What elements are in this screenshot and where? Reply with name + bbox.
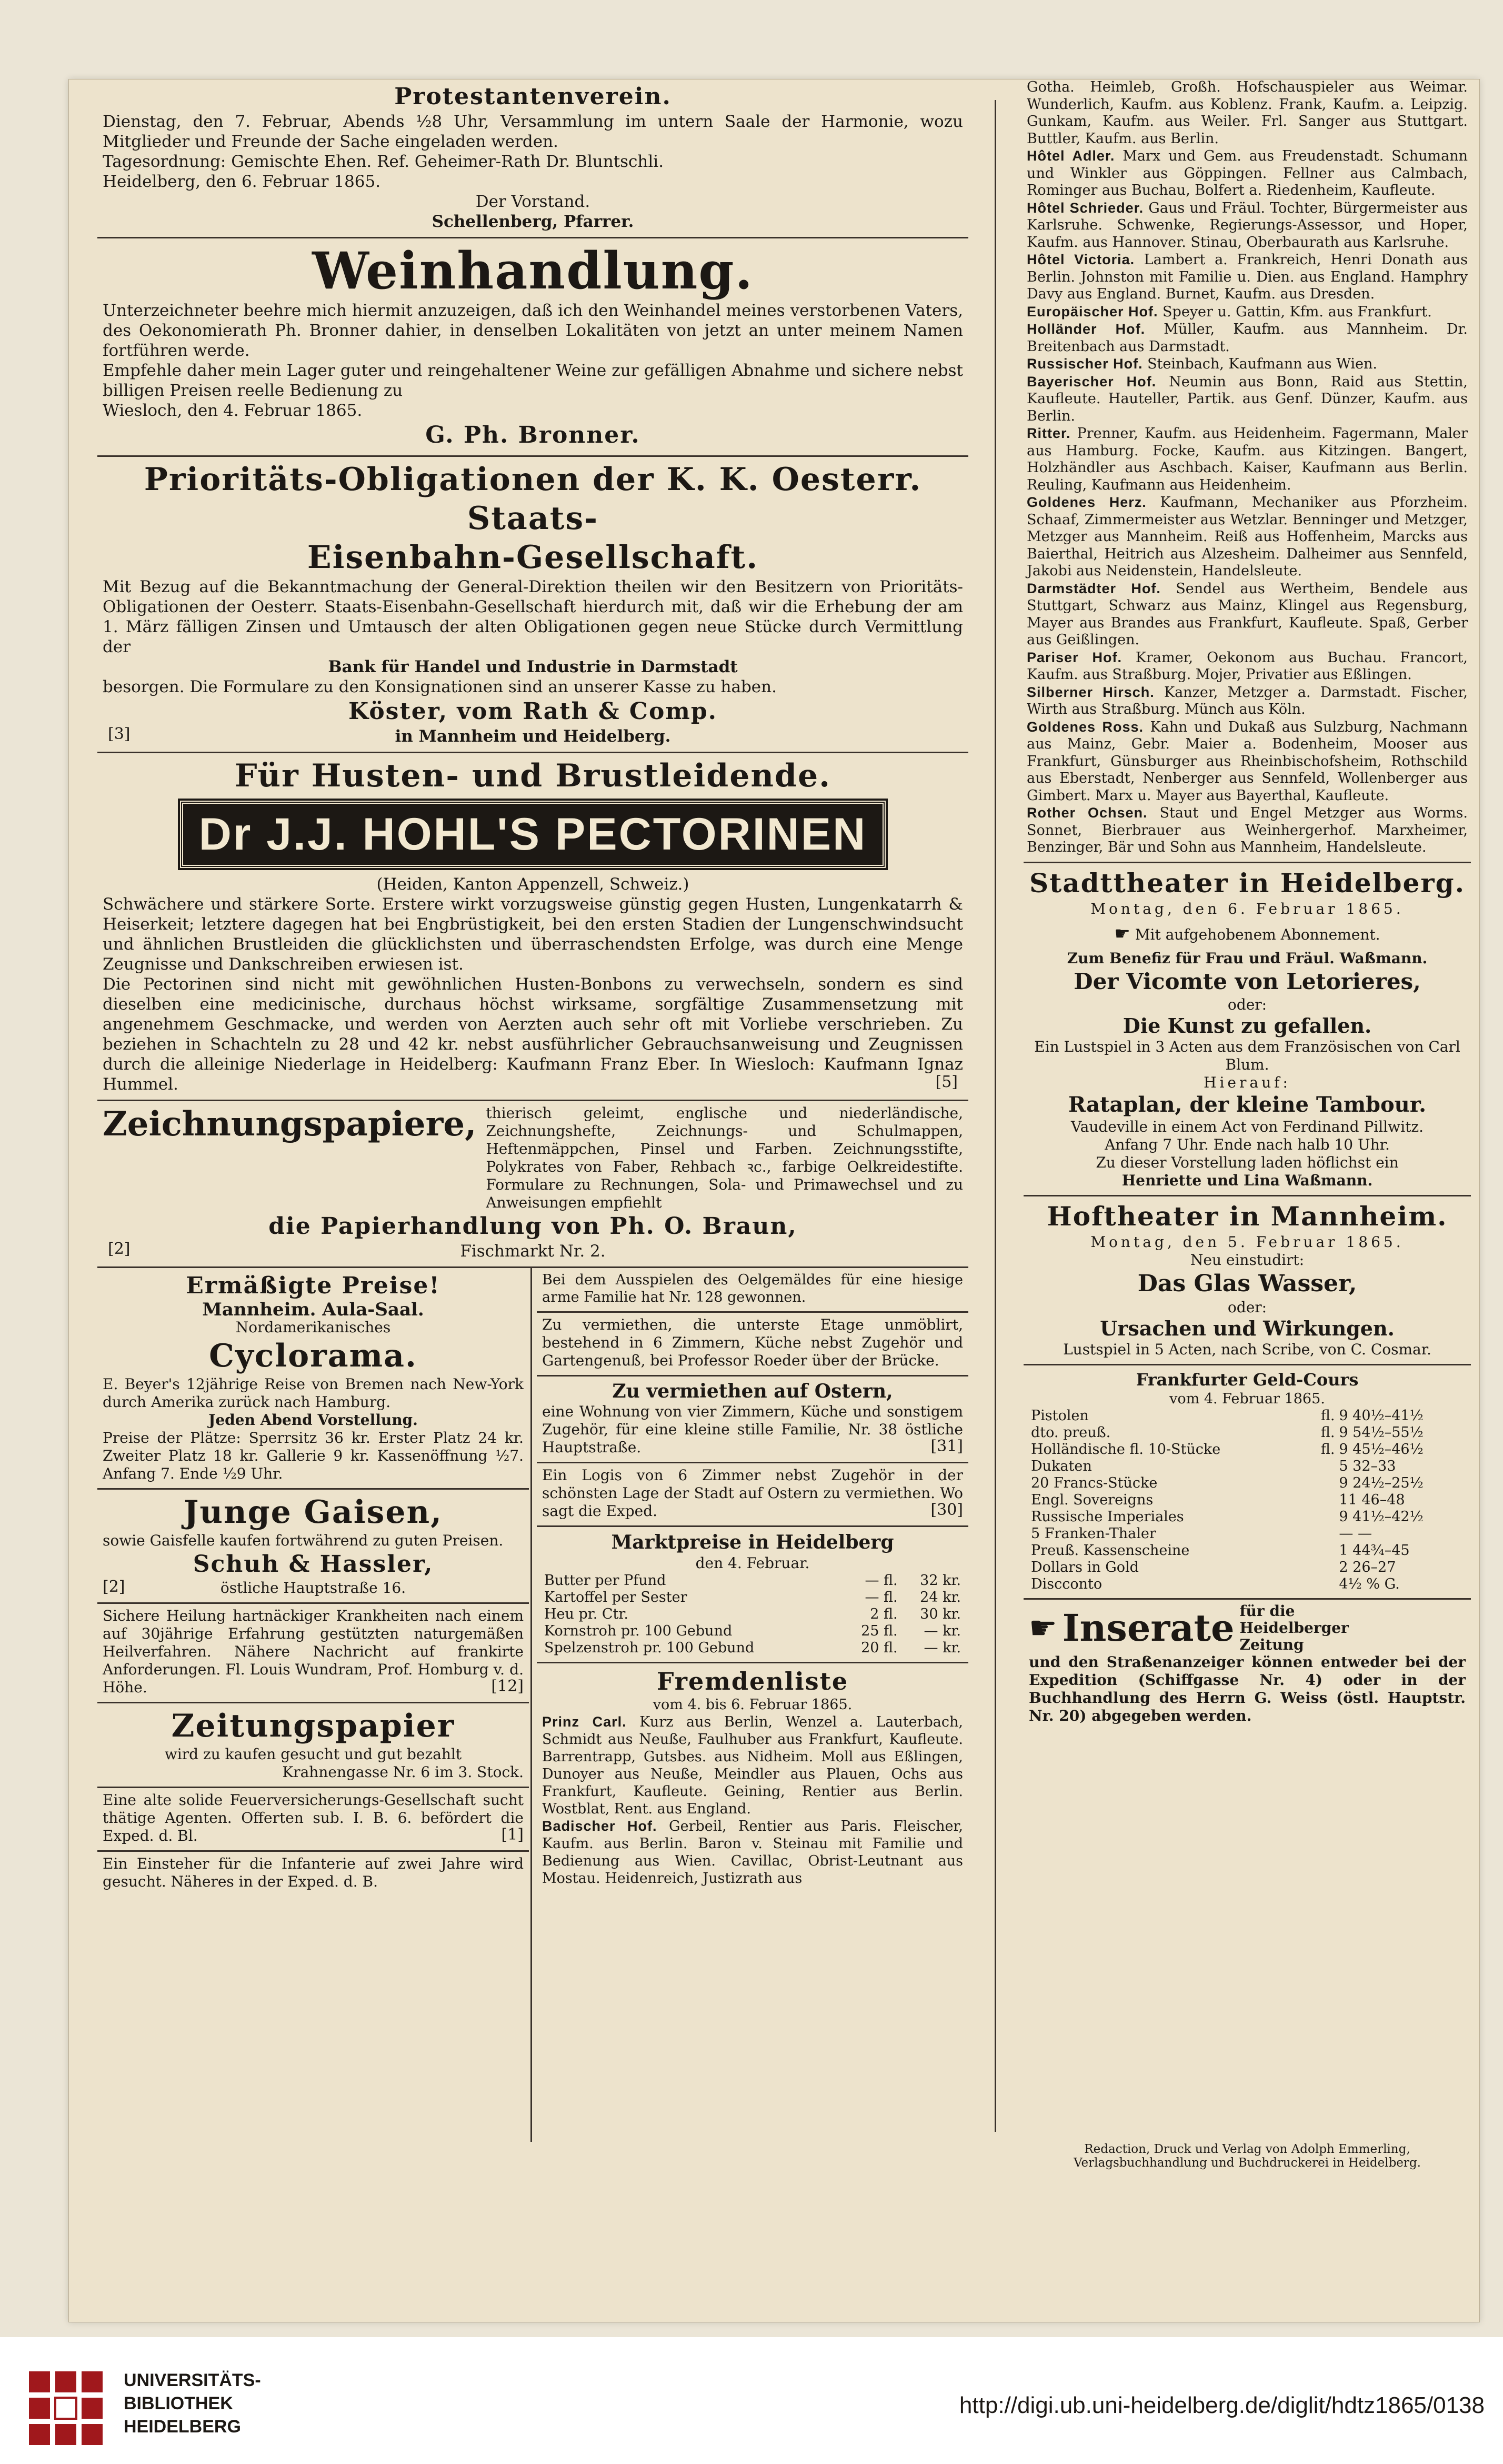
ad-address: Krahnengasse Nr. 6 im 3. Stock. bbox=[282, 1763, 524, 1781]
hotel-name: Darmstädter Hof. bbox=[1027, 580, 1176, 596]
guest-entry bbox=[1027, 494, 1468, 580]
play-title: Der Vicomte von Letorieres, bbox=[1074, 968, 1421, 994]
market-row bbox=[542, 1606, 963, 1623]
exchange-table bbox=[1029, 1408, 1466, 1593]
ad-body: Sichere Heilung hartnäckiger Krankheiten nach einem auf 30jährige Erfahrung gestützten naturgemäßen Heilverfahren. Nähere Nachricht auf frankirte Anforderungen. Fl. Louis Wundram, Prof. Homburg v. d. Höhe. bbox=[103, 1607, 524, 1696]
guest-entry bbox=[1027, 147, 1468, 199]
exchange-row bbox=[1029, 1441, 1466, 1458]
hotel-name: Badischer Hof. bbox=[542, 1818, 657, 1834]
exchange-value: 4½ % G. bbox=[1339, 1575, 1400, 1592]
exchange-row bbox=[1029, 1576, 1466, 1593]
guest-entry bbox=[1027, 719, 1468, 805]
play-info: Vaudeville in einem Act von Ferdinand Pillwitz. bbox=[1070, 1118, 1424, 1135]
theater-title: Hoftheater in Mannheim. bbox=[1047, 1200, 1448, 1232]
exchange-name: Preuß. Kassenscheine bbox=[1031, 1542, 1190, 1559]
ad-title: Eisenbahn-Gesellschaft. bbox=[307, 539, 759, 576]
ad-firm: Köster, vom Rath & Comp. bbox=[348, 698, 717, 725]
lower-left-column bbox=[97, 1268, 529, 1896]
theater-heidelberg bbox=[1024, 863, 1471, 1196]
ad-zeichnungspapiere bbox=[97, 1101, 968, 1268]
ad-name: Cyclorama. bbox=[209, 1338, 417, 1374]
hotel-name: Holländer Hof. bbox=[1027, 321, 1164, 337]
exchange-name: Engl. Sovereigns bbox=[1031, 1491, 1154, 1508]
theater-benefit: Zum Benefiz für Frau und Fräul. Waßmann. bbox=[1067, 949, 1428, 967]
right-column bbox=[1024, 79, 1471, 1730]
market-fl: 20 fl. bbox=[861, 1640, 898, 1656]
play-title: Rataplan, der kleine Tambour. bbox=[1068, 1092, 1427, 1117]
guest-text: Kramer, Oekonom aus Buchau. Francort, Kaufm. aus Straßburg. Mojer, Privatier aus Eßlingen. bbox=[1027, 649, 1468, 683]
ad-weinhandlung bbox=[97, 238, 968, 457]
ad-protestantenverein bbox=[97, 79, 968, 238]
ad-firm: Schuh & Hassler, bbox=[193, 1551, 434, 1578]
ad-place: Mannheim. Aula-Saal. bbox=[202, 1299, 424, 1320]
ad-insurance bbox=[97, 1788, 529, 1852]
ad-firm: die Papierhandlung von Ph. O. Braun, bbox=[268, 1213, 797, 1240]
play-info: Ein Lustspiel in 3 Acten aus dem Französischen von Carl Blum. bbox=[1034, 1038, 1460, 1073]
ad-pectorinen bbox=[97, 753, 968, 1101]
guest-text: Kaufmann, Mechaniker aus Pforzheim. Schaaf, Zimmermeister aus Wetzlar. Benninger und Metzger, Metzger aus Mannheim. Reiß aus Hoffenheim, Marcks aus Baierthal, Heitrich aus Alzesheim. Dalheimer aus Sennfeld, Jakobi aus Neidenstein, Handelsleute. bbox=[1027, 494, 1468, 579]
exchange-value: 9 24½–25½ bbox=[1339, 1474, 1424, 1491]
ad-lottery bbox=[537, 1268, 968, 1313]
ad-title: Junge Gaisen, bbox=[183, 1494, 443, 1531]
exchange-unit bbox=[1310, 1576, 1337, 1593]
ad-number: [1] bbox=[501, 1825, 524, 1844]
play-sign: Henriette und Lina Waßmann. bbox=[1121, 1171, 1373, 1189]
market-item: Spelzenstroh pr. 100 Gebund bbox=[544, 1640, 755, 1656]
guest-text: Kanzer, Metzger a. Darmstadt. Fischer, Wirth aus Straßburg. Münch aus Köln. bbox=[1027, 684, 1468, 717]
ad-body: Mit Bezug auf die Bekanntmachung der General-Direktion theilen wir den Besitzern von Prioritäts-Obligationen der Oesterr. Staats-Eisenbahn-Gesellschaft hierdurch mit, daß wir die Erhebung der am 1. März fälligen Zinsen und Umtausch der alten Obligationen gegen neue Stücke durch Vermittlung der bbox=[103, 577, 963, 656]
play-invite: Zu dieser Vorstellung laden höflichst ein bbox=[1096, 1153, 1399, 1171]
theater-date: Montag, den 6. Februar 1865. bbox=[1090, 900, 1404, 917]
ad-body: Dienstag, den 7. Februar, Abends ½8 Uhr, Versammlung im untern Saale der Harmonie, wozu Mitglieder und Freunde der Sache eingeladen werden. bbox=[103, 112, 963, 151]
ad-body: Unterzeichneter beehre mich hiermit anzuzeigen, daß ich den Weinhandel meines verstorbenen Vaters, des Oekonomierath Ph. Bronner dahier, in denselben Lokalitäten von jetzt an unter meinem Namen fortführen werde. bbox=[103, 301, 963, 360]
hotel-name: Silberner Hirsch. bbox=[1027, 684, 1164, 700]
ad-body: und den Straßenanzeiger können entweder bei der Expedition (Schiffgasse Nr. 4) oder in der Buchhandlung des Herrn G. Weiss (östl. Hauptstr. Nr. 20) abgegeben werden. bbox=[1029, 1653, 1466, 1724]
exchange-value: 9 41½–42½ bbox=[1339, 1508, 1424, 1525]
guest-text: Marx und Gem. aus Freudenstadt. Schumann und Winkler aus Göppingen. Fellner aus Calmbach, Rominger aus Buchau, Bolfert a. Riedenheim, Kaufleute. bbox=[1027, 148, 1468, 198]
market-item: Kartoffel per Sester bbox=[544, 1589, 687, 1605]
guest-entry bbox=[1027, 425, 1468, 494]
play-times: Anfang 7 Uhr. Ende nach halb 10 Uhr. bbox=[1105, 1135, 1390, 1153]
imprint: Redaction, Druck und Verlag von Adolph Emmerling, Verlagsbuchhandlung und Buchdruckerei in Heidelberg. bbox=[1074, 2142, 1421, 2170]
hotel-name: Rother Ochsen. bbox=[1027, 805, 1160, 821]
exchange-value: 11 46–48 bbox=[1339, 1491, 1405, 1508]
guest-text: Kurz aus Berlin, Wenzel a. Lauterbach, Schmidt aus Neuße, Faulhuber aus Frankfurt, Kaufleute. Barrentrapp, Gutsbes. aus Nidheim. Moll aus Eßlingen, Dunoyer aus Neuße, Meindler aus Plauen, Ochs aus Frankfurt, Kaufleute. Geining, Rentier aus Berlin. Wostblat, Rent. aus England. bbox=[542, 1714, 963, 1817]
ad-signature: Schellenberg, Pfarrer. bbox=[432, 212, 634, 231]
ad-rent-2 bbox=[537, 1376, 968, 1463]
exchange-value: 5 32–33 bbox=[1339, 1458, 1396, 1474]
market-kr: — kr. bbox=[924, 1640, 961, 1656]
guest-text: Gotha. Heimleb, Großh. Hofschauspieler aus Weimar. Wunderlich, Kaufm. aus Koblenz. Frank, Kaufm. a. Leipzig. Gunkam, Kaufm. aus Weiler. Frl. Sanger aus Stuttgart. Buttler, Kaufm. aus Berlin. bbox=[1027, 79, 1468, 147]
play-or: oder: bbox=[1227, 1298, 1267, 1316]
ad-title: Protestantenverein. bbox=[394, 83, 672, 110]
ad-body: Zu vermiethen, die unterste Etage unmöblirt, bestehend in 6 Zimmern, Küche nebst Zugehör und Gartengenuß, bei Professor Roeder über der Brücke. bbox=[542, 1316, 963, 1369]
stranger-entry bbox=[542, 1713, 963, 1818]
market-fl: — fl. bbox=[865, 1572, 898, 1589]
market-prices bbox=[537, 1527, 968, 1663]
exchange-value: 1 44¾–45 bbox=[1339, 1542, 1410, 1559]
guest-text: Gaus und Fräul. Tochter, Bürgermeister aus Karlsruhe. Schwenke, Regierungs-Assessor, und Hoper, Kaufm. aus Hannover. Stinau, Oberbaurath aus Karlsruhe. bbox=[1027, 199, 1468, 251]
exchange-date: vom 4. Februar 1865. bbox=[1169, 1390, 1325, 1407]
exchange-name: 5 Franken-Thaler bbox=[1031, 1525, 1156, 1542]
ad-number: [12] bbox=[491, 1677, 524, 1695]
market-kr: 30 kr. bbox=[920, 1606, 961, 1622]
exchange-unit bbox=[1310, 1542, 1337, 1559]
guest-entry bbox=[1027, 373, 1468, 425]
source-url-link[interactable]: http://digi.ub.uni-heidelberg.de/diglit/hdtz1865/0138 bbox=[959, 2392, 1485, 2418]
pointing-hand-icon: ☛ bbox=[1114, 923, 1130, 944]
market-fl: 25 fl. bbox=[861, 1623, 898, 1639]
ad-signature: Der Vorstand. bbox=[475, 192, 590, 211]
guest-list bbox=[1024, 79, 1471, 863]
ad-agenda: Tagesordnung: Gemischte Ehen. Ref. Geheimer-Rath Dr. Bluntschli. bbox=[103, 152, 664, 171]
pectorinen-banner: Dr J.J. HOHL'S PECTORINEN bbox=[180, 801, 886, 868]
stranger-list bbox=[537, 1663, 968, 1892]
hotel-name: Hôtel Adler. bbox=[1027, 148, 1123, 164]
ad-number: [3] bbox=[108, 725, 131, 743]
exchange-row bbox=[1029, 1542, 1466, 1559]
exchange-unit: fl. bbox=[1320, 1407, 1335, 1424]
exchange-unit: fl. bbox=[1320, 1424, 1335, 1441]
ad-number: [2] bbox=[103, 1578, 125, 1596]
ad-einsteher bbox=[97, 1852, 529, 1896]
exchange-rates bbox=[1024, 1365, 1471, 1600]
exchange-row bbox=[1029, 1525, 1466, 1542]
ad-number: [30] bbox=[930, 1501, 963, 1519]
hotel-name: Hôtel Schrieder. bbox=[1027, 199, 1149, 216]
hotel-name: Europäischer Hof. bbox=[1027, 303, 1163, 320]
exchange-value: 2 26–27 bbox=[1339, 1559, 1396, 1575]
ad-heilung bbox=[97, 1604, 529, 1703]
exchange-row bbox=[1029, 1475, 1466, 1492]
guest-entry bbox=[1027, 321, 1468, 355]
ad-title: Zeitungspapier bbox=[171, 1708, 455, 1744]
exchange-name: Discconto bbox=[1031, 1575, 1103, 1592]
ad-title: Zu vermiethen auf Ostern, bbox=[612, 1380, 893, 1402]
theater-date: Montag, den 5. Februar 1865. bbox=[1090, 1233, 1404, 1251]
exchange-name: Russische Imperiales bbox=[1031, 1508, 1184, 1525]
market-item: Heu pr. Ctr. bbox=[544, 1606, 628, 1622]
exchange-value: — — bbox=[1339, 1525, 1372, 1542]
ad-body: Ein Logis von 6 Zimmer nebst Zugehör in der schönsten Lage der Stadt auf Ostern zu vermiethen. Wo sagt die Exped. bbox=[542, 1467, 963, 1520]
stranger-list-date: vom 4. bis 6. Februar 1865. bbox=[653, 1697, 853, 1713]
play-title: Das Glas Wasser, bbox=[1137, 1270, 1357, 1297]
guest-text: Steinbach, Kaufmann aus Wien. bbox=[1147, 356, 1377, 372]
play-or: oder: bbox=[1227, 995, 1267, 1013]
ad-bank: Bank für Handel und Industrie in Darmstadt bbox=[328, 657, 738, 676]
exchange-name: Dukaten bbox=[1031, 1458, 1092, 1474]
exchange-row bbox=[1029, 1424, 1466, 1441]
exchange-value: 9 45½–46½ bbox=[1339, 1441, 1424, 1458]
exchange-name: Pistolen bbox=[1031, 1407, 1089, 1424]
pointing-hand-icon: ☛ bbox=[1029, 1609, 1057, 1647]
ad-side-text: für die Heidelberger Zeitung bbox=[1239, 1602, 1349, 1653]
play-info: Lustspiel in 5 Acten, nach Scribe, von C. Cosmar. bbox=[1063, 1340, 1431, 1358]
ad-origin: (Heiden, Kanton Appenzell, Schweiz.) bbox=[376, 875, 689, 894]
market-item: Kornstroh pr. 100 Gebund bbox=[544, 1623, 733, 1639]
ad-number: [5] bbox=[935, 1073, 958, 1091]
hotel-name: Goldenes Herz. bbox=[1027, 494, 1160, 510]
ad-subtitle: Nordamerikanisches bbox=[235, 1319, 391, 1336]
guest-entry bbox=[1027, 79, 1468, 147]
guest-text: Sendel aus Wertheim, Bendele aus Stuttgart, Schwarz aus Mainz, Klingel aus Regensburg, Mayer aus Brandes aus Frankfurt, Kaufleute. Spaß, Gerber aus Geißlingen. bbox=[1027, 580, 1468, 648]
ad-rent-1 bbox=[537, 1313, 968, 1376]
guest-entry bbox=[1027, 355, 1468, 373]
library-line: UNIVERSITÄTS- bbox=[124, 2370, 261, 2390]
exchange-row bbox=[1029, 1559, 1466, 1576]
ad-zeitungspapier bbox=[97, 1703, 529, 1788]
ad-title: Inserate bbox=[1062, 1605, 1235, 1650]
exchange-row bbox=[1029, 1492, 1466, 1509]
market-row bbox=[542, 1589, 963, 1606]
ad-body: Bei dem Ausspielen des Oelgemäldes für eine hiesige arme Familie hat Nr. 128 gewonnen. bbox=[542, 1272, 963, 1305]
guest-entry bbox=[1027, 649, 1468, 684]
stranger-entry bbox=[542, 1818, 963, 1887]
market-row bbox=[542, 1572, 963, 1589]
theater-subscription: ☛ Mit aufgehobenem Abonnement. bbox=[1114, 923, 1380, 944]
market-fl: 2 fl. bbox=[870, 1606, 898, 1622]
guest-text: Staut und Engel Metzger aus Worms. Sonnet, Bierbrauer aus Weinhergerhof. Marxheimer, Benzinger, Bär und Sohn aus Mannheim, Handelsleute. bbox=[1027, 805, 1468, 855]
ad-title: Ermäßigte Preise! bbox=[186, 1272, 440, 1299]
market-row bbox=[542, 1623, 963, 1640]
guest-text: Prenner, Kaufm. aus Heidenheim. Fagermann, Maler aus Hamburg. Focke, Kaufm. aus Kitzingen. Bangert, Holzhändler aus Aschbach. Kaiser, Kaufmann aus Berlin. Reuling, Kaufmann aus Heidenheim. bbox=[1027, 425, 1468, 493]
ad-gaisen bbox=[97, 1490, 529, 1604]
exchange-name: Holländische fl. 10-Stücke bbox=[1031, 1441, 1221, 1458]
play-subtitle: Ursachen und Wirkungen. bbox=[1100, 1316, 1395, 1340]
exchange-unit bbox=[1310, 1492, 1337, 1509]
ad-body: thierisch geleimt, englische und niederländische, Zeichnungshefte, Zeichnungs- und Schulmappen, Heftenmäppchen, Pinsel und Farben. Zeichnungsstifte, Polykrates von Faber, Rehbach ꝛc., farbige Oelkreidestifte. Formulare zu Rechnungen, Sola- und Primawechsel und zu Anweisungen empfiehlt bbox=[486, 1104, 963, 1211]
guest-entry bbox=[1027, 251, 1468, 303]
ad-place-date: Wiesloch, den 4. Februar 1865. bbox=[103, 401, 363, 420]
market-kr: — kr. bbox=[924, 1623, 961, 1639]
ad-bonds bbox=[97, 457, 968, 753]
ad-body: wird zu kaufen gesucht und gut bezahlt bbox=[164, 1745, 462, 1763]
exchange-value: 9 54½–55½ bbox=[1339, 1424, 1424, 1441]
exchange-row bbox=[1029, 1509, 1466, 1525]
hotel-name: Goldenes Ross. bbox=[1027, 719, 1150, 735]
exchange-unit bbox=[1310, 1559, 1337, 1576]
ad-body: besorgen. Die Formulare zu den Konsignationen sind an unserer Kasse zu haben. bbox=[103, 677, 777, 696]
hotel-name: Hôtel Victoria. bbox=[1027, 252, 1144, 267]
ad-body: Empfehle daher mein Lager guter und reingehaltener Weine zur gefälligen Abnahme und sichere nebst billigen Preisen reelle Bedienung zu bbox=[103, 361, 963, 400]
ad-inserate bbox=[1024, 1600, 1471, 1730]
exchange-unit bbox=[1310, 1525, 1337, 1542]
guest-entry bbox=[1027, 580, 1468, 649]
stranger-list-title: Fremdenliste bbox=[656, 1667, 849, 1695]
guest-text: Gerbeil, Rentier aus Paris. Fleischer, Kaufm. aus Berlin. Baron v. Steinau mit Familie und Bedienung aus Wien. Cavillac, Obrist-Leutnant aus Mostau. Heidenreich, Justizrath aus bbox=[542, 1818, 963, 1887]
market-item: Butter per Pfund bbox=[544, 1572, 666, 1589]
ad-body: eine Wohnung von vier Zimmern, Küche und sonstigem Zugehör, für eine kleine stille Familie, Nr. 38 östliche Hauptstraße. bbox=[542, 1403, 963, 1456]
ad-place-date: Heidelberg, den 6. Februar 1865. bbox=[103, 172, 381, 191]
inner-divider bbox=[530, 1268, 532, 2142]
ad-evening: Jeden Abend Vorstellung. bbox=[208, 1411, 418, 1429]
ad-title: Zeichnungspapiere, bbox=[103, 1104, 477, 1144]
exchange-row bbox=[1029, 1408, 1466, 1424]
exchange-unit bbox=[1310, 1458, 1337, 1475]
guest-text: Kahn und Dukaß aus Sulzburg, Nachmann aus Mainz, Gebr. Maier a. Bodenheim, Mooser aus Frankfurt, Günsburger aus Rheinbischofsheim, Rothschild aus Eberstadt, Nenberger aus Sennfeld, Wollenberger aus Gimbert. Marx u. Mayer aus Bayerthal, Kaufleute. bbox=[1027, 719, 1468, 804]
ad-title: Weinhandlung. bbox=[312, 241, 754, 301]
ad-body: sowie Gaisfelle kaufen fortwährend zu guten Preisen. bbox=[103, 1532, 504, 1549]
lower-right-column bbox=[537, 1268, 968, 1892]
guest-text: Neumin aus Bonn, Raid aus Stettin, Kaufleute. Hauteller, Partik. aus Genf. Dünzer, Kaufm. aus Berlin. bbox=[1027, 373, 1468, 424]
guest-text: Müller, Kaufm. aus Mannheim. Dr. Breitenbach aus Darmstadt. bbox=[1027, 321, 1468, 355]
ad-body: Schwächere und stärkere Sorte. Erstere wirkt vorzugsweise günstig gegen Husten, Lungenkatarrh & Heiserkeit; letztere dagegen hat bei Engbrüstigkeit, bei den ersten Stadien der Lungenschwindsucht und ähnlichen Brustleiden die glücklichsten und überraschendsten Erfolge, was durch eine Menge Zeugnisse und Dankschreiben erwiesen ist. bbox=[103, 895, 963, 974]
ad-prices: Preise der Plätze: Sperrsitz 36 kr. Erster Platz 24 kr. Zweiter Platz 18 kr. Gallerie 9 kr. Kassenöffnung ½7. Anfang 7. Ende ½9 Uhr. bbox=[103, 1429, 524, 1482]
hotel-name: Russischer Hof. bbox=[1027, 356, 1148, 372]
exchange-name: Dollars in Gold bbox=[1031, 1559, 1139, 1575]
ad-number: [31] bbox=[930, 1437, 963, 1455]
play-after: Hierauf: bbox=[1204, 1073, 1291, 1091]
library-line: BIBLIOTHEK bbox=[124, 2393, 233, 2413]
exchange-unit: fl. bbox=[1320, 1441, 1335, 1458]
exchange-name: 20 Francs-Stücke bbox=[1031, 1474, 1158, 1491]
market-kr: 24 kr. bbox=[920, 1589, 961, 1605]
market-table bbox=[542, 1572, 963, 1657]
exchange-unit bbox=[1310, 1509, 1337, 1525]
lower-ads bbox=[97, 1268, 968, 2152]
market-row bbox=[542, 1640, 963, 1657]
ad-number: [2] bbox=[108, 1240, 131, 1258]
market-fl: — fl. bbox=[865, 1589, 898, 1605]
guest-text: Lambert a. Frankreich, Henri Donath aus Berlin. Johnston mit Familie u. Dien. aus England. Hamphry Davy aus England. Burnet, Kaufm. aus Dresden. bbox=[1027, 252, 1468, 302]
market-date: den 4. Februar. bbox=[695, 1554, 810, 1572]
ad-body: Eine alte solide Feuerversicherungs-Gesellschaft sucht thätige Agenten. Offerten sub. I. B. 6. befördert die Exped. d. Bl. bbox=[103, 1791, 524, 1844]
library-line: HEIDELBERG bbox=[124, 2417, 241, 2437]
ad-cyclorama bbox=[97, 1268, 529, 1490]
library-name bbox=[124, 2369, 261, 2438]
guest-text: Speyer u. Gattin, Kfm. aus Frankfurt. bbox=[1163, 303, 1432, 320]
hotel-name: Bayerischer Hof. bbox=[1027, 373, 1169, 390]
ad-address: östliche Hauptstraße 16. bbox=[220, 1579, 406, 1597]
ad-body: Die Pectorinen sind nicht mit gewöhnlichen Husten-Bonbons zu verwechseln, sondern es sind dieselben eine medicinische, durchaus höchst wirksame, sorgfältige Zusammensetzung mit angenehmem Geschmacke, und werden von Aerzten auch sehr oft mit Vorliebe verschrieben. Zu beziehen in Schachteln zu 28 und 42 kr. nebst ausführlicher Gebrauchsanweisung und Zeugnissen durch die alleinige Niederlage in Heidelberg: Kaufmann Franz Eber. In Wiesloch: Kaufmann Ignaz Hummel. bbox=[103, 975, 963, 1094]
ad-logis bbox=[537, 1463, 968, 1527]
hotel-name: Pariser Hof. bbox=[1027, 649, 1136, 665]
guest-entry bbox=[1027, 199, 1468, 252]
market-kr: 32 kr. bbox=[920, 1572, 961, 1589]
ad-title: Für Husten- und Brustleidende. bbox=[234, 757, 831, 794]
exchange-name: dto. preuß. bbox=[1031, 1424, 1111, 1441]
market-title: Marktpreise in Heidelberg bbox=[611, 1531, 894, 1553]
left-column bbox=[97, 79, 968, 2152]
play-subtitle: Die Kunst zu gefallen. bbox=[1123, 1013, 1372, 1038]
guest-entry bbox=[1027, 303, 1468, 321]
theater-mannheim bbox=[1024, 1196, 1471, 1365]
ad-title: Prioritäts-Obligationen der K. K. Oesterr. Staats- bbox=[144, 461, 922, 537]
ad-signature: G. Ph. Bronner. bbox=[425, 422, 640, 448]
hotel-name: Prinz Carl. bbox=[542, 1714, 627, 1730]
library-logo-icon bbox=[24, 2366, 108, 2450]
exchange-value: 9 40½–41½ bbox=[1339, 1407, 1424, 1424]
exchange-unit bbox=[1310, 1475, 1337, 1492]
exchange-title: Frankfurter Geld-Cours bbox=[1136, 1369, 1359, 1390]
ad-body: E. Beyer's 12jährige Reise von Bremen nach New-York durch Amerika zurück nach Hamburg. bbox=[103, 1375, 524, 1411]
ad-address: Fischmarkt Nr. 2. bbox=[460, 1242, 606, 1261]
theater-new: Neu einstudirt: bbox=[1190, 1251, 1305, 1269]
guest-entry bbox=[1027, 804, 1468, 856]
exchange-row bbox=[1029, 1458, 1466, 1475]
guest-entry bbox=[1027, 684, 1468, 719]
ad-place: in Mannheim und Heidelberg. bbox=[395, 727, 671, 746]
theater-title: Stadttheater in Heidelberg. bbox=[1029, 867, 1466, 899]
ad-body: Ein Einsteher für die Infanterie auf zwei Jahre wird gesucht. Näheres in der Exped. d. B. bbox=[103, 1855, 524, 1890]
column-divider bbox=[995, 100, 996, 2132]
hotel-name: Ritter. bbox=[1027, 425, 1077, 441]
